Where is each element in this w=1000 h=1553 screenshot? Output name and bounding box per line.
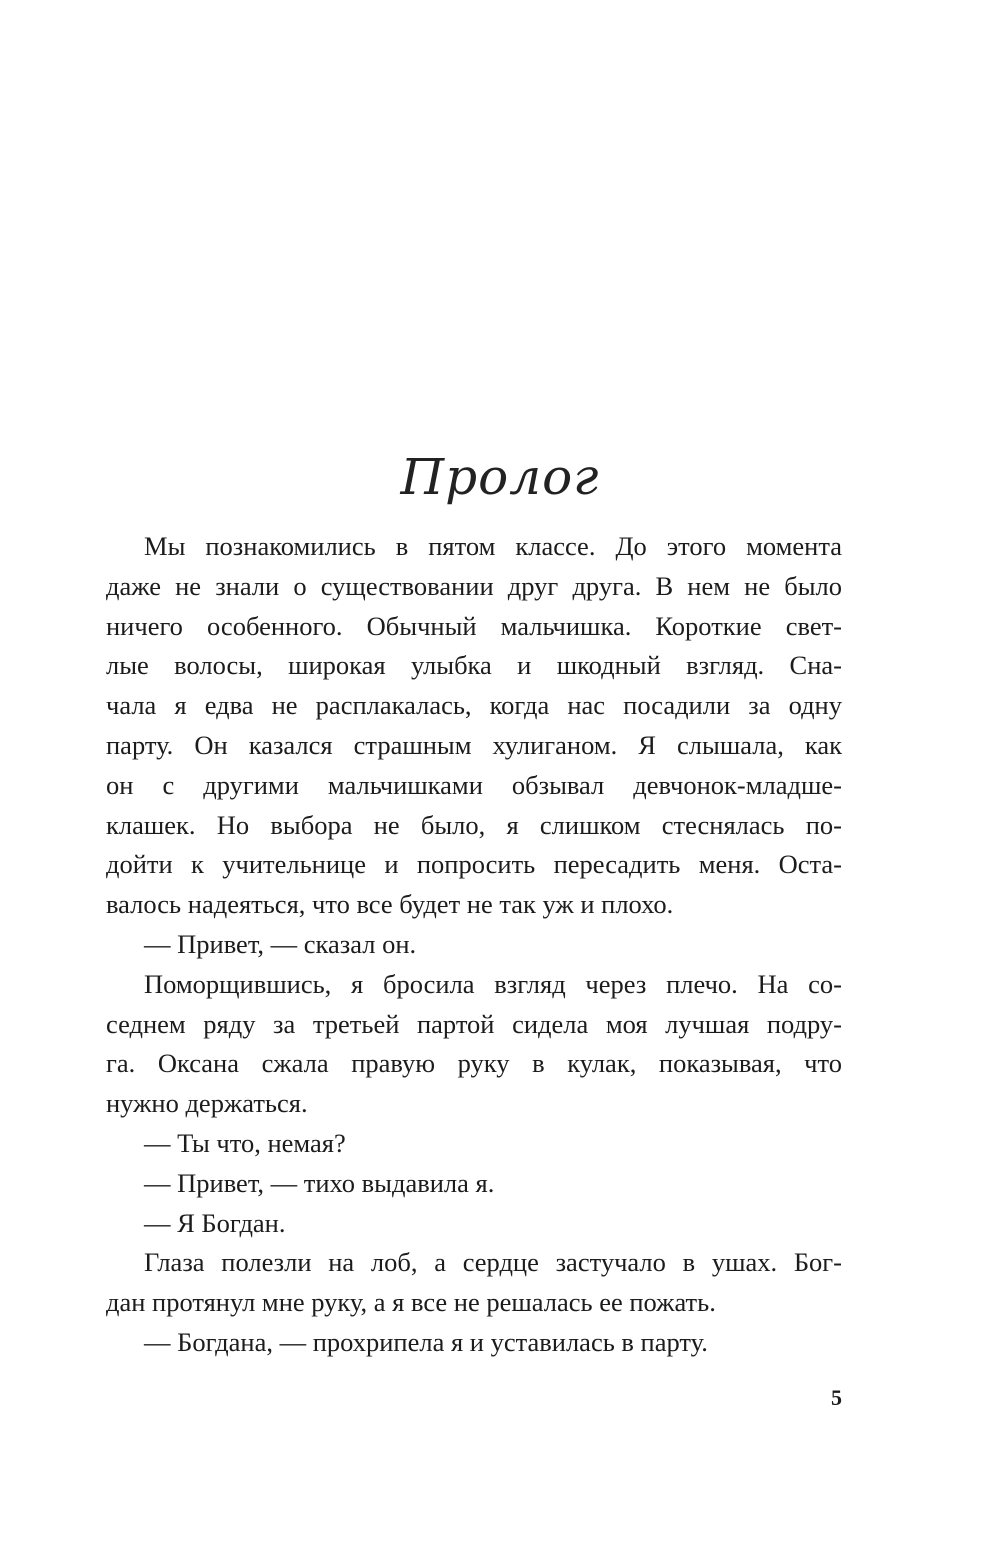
text-line: нужно держаться. bbox=[106, 1088, 308, 1119]
text-line: седнем ряду за третьей партой сидела моя лучшая подру- bbox=[106, 1008, 842, 1039]
text-line: клашек. Но выбора не было, я слишком стеснялась по- bbox=[106, 809, 842, 840]
dialogue-line: — Ты что, немая? bbox=[144, 1127, 346, 1158]
text-line: чала я едва не расплакалась, когда нас посадили за одну bbox=[106, 690, 842, 721]
body-text bbox=[106, 527, 842, 1363]
text-line: дан протянул мне руку, а я все не решалась ее пожать. bbox=[106, 1287, 716, 1318]
chapter-title: Пролог bbox=[400, 448, 600, 506]
text-line: ничего особенного. Обычный мальчишка. Короткие свет- bbox=[106, 610, 842, 641]
dialogue-line: — Богдана, — прохрипела я и уставилась в парту. bbox=[144, 1326, 708, 1357]
text-line: Поморщившись, я бросила взгляд через плечо. На со- bbox=[144, 968, 842, 999]
text-line: га. Оксана сжала правую руку в кулак, показывая, что bbox=[106, 1048, 842, 1079]
text-line: дойти к учительнице и попросить пересадить меня. Оста- bbox=[106, 849, 842, 880]
text-line: даже не знали о существовании друг друга. В нем не было bbox=[106, 570, 842, 601]
text-line: Глаза полезли на лоб, а сердце застучало в ушах. Бог- bbox=[144, 1247, 842, 1278]
dialogue-line: — Я Богдан. bbox=[144, 1207, 286, 1238]
text-line: парту. Он казался страшным хулиганом. Я слышала, как bbox=[106, 729, 842, 760]
dialogue-line: — Привет, — тихо выдавила я. bbox=[144, 1167, 495, 1198]
dialogue-line: — Привет, — сказал он. bbox=[144, 928, 417, 959]
page-number: 5 bbox=[831, 1385, 842, 1410]
text-line: валось надеяться, что все будет не так уж и плохо. bbox=[106, 889, 674, 920]
text-line: лые волосы, широкая улыбка и шкодный взгляд. Сна- bbox=[106, 650, 842, 681]
text-line: он с другими мальчишками обзывал девчонок-младше- bbox=[106, 769, 842, 800]
text-line: Мы познакомились в пятом классе. До этого момента bbox=[144, 531, 842, 561]
